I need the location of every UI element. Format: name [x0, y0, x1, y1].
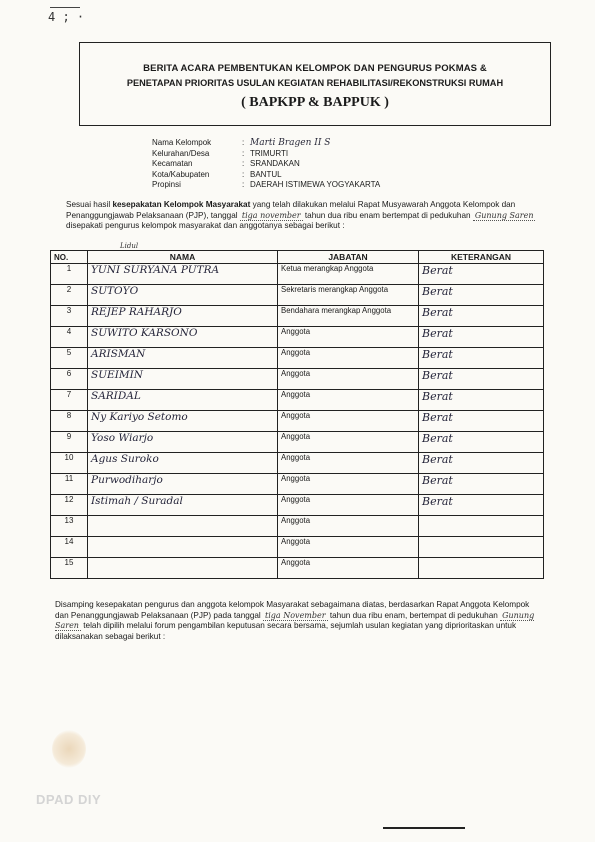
agreement-paragraph: Sesuai hasil kesepakatan Kelompok Masyarakat yang telah dilakukan melalui Rapat Musyawarah Anggota Kelompok dan Penanggungjawab Pelaksanaan (PJP), tanggal tiga november tahun dua ribu enam bertempat di pedukuhan Gunung Saren disepakati pengurus kelompok masyarakat dan anggotanya sebagai berikut :	[66, 200, 534, 230]
meeting-date: tiga november	[241, 210, 301, 220]
info-value: BANTUL	[250, 169, 282, 179]
table-row: 6 SUEIMIN Anggota Berat	[51, 369, 544, 390]
table-row: 2 SUTOYO Sekretaris merangkap Anggota Berat	[51, 285, 544, 306]
header-role: JABATAN	[278, 251, 419, 264]
priority-paragraph: Disamping kesepakatan pengurus dan anggota kelompok Masyarakat sebagaimana diatas, berdasarkan Rapat Anggota Kelompok dan Penanggungjawab Pelaksanaan (PJP) pada tanggal tiga November tahun dua ribu enam, bertempat di pedukuhan Gunung Saren telah dipilih melalui forum pengambilan keputusan secara bersama, sejumlah usulan kegiatan yang diprioritaskan untuk dilaksanakan sebagai berikut :	[55, 600, 535, 641]
members-table	[50, 250, 544, 579]
info-row-regency: Kota/Kabupaten : BANTUL	[152, 169, 282, 179]
seal-logo	[52, 730, 86, 768]
info-label: Kota/Kabupaten	[152, 169, 210, 179]
meeting-place-2: Gunung Saren	[55, 610, 535, 630]
info-row-district: Kecamatan : SRANDAKAN	[152, 159, 300, 168]
title-box	[79, 42, 551, 126]
handwritten-note: Lidul	[120, 242, 139, 250]
table-header-row	[51, 251, 544, 264]
group-info	[152, 138, 380, 191]
info-label: Nama Kelompok	[152, 138, 212, 147]
title-line-1: BERITA ACARA PEMBENTUKAN KELOMPOK DAN PENGURUS POKMAS &	[143, 63, 487, 74]
info-row-village: Kelurahan/Desa : TRIMURTI	[152, 148, 289, 158]
table-row: 10 Agus Suroko Anggota Berat	[51, 453, 544, 474]
table-row: 11 Purwodiharjo Anggota Berat	[51, 474, 544, 495]
title-line-2: PENETAPAN PRIORITAS USULAN KEGIATAN REHABILITASI/REKONSTRUKSI RUMAH	[126, 78, 504, 88]
info-label: Kelurahan/Desa	[152, 148, 210, 158]
title-line-3: ( BAPKPP & BAPPUK )	[241, 95, 389, 110]
table-row: 5 ARISMAN Anggota Berat	[51, 348, 544, 369]
info-value: TRIMURTI	[250, 148, 289, 158]
table-row: 8 Ny Kariyo Setomo Anggota Berat	[51, 411, 544, 432]
meeting-place: Gunung Saren	[474, 210, 534, 220]
table-row: 15 Anggota	[51, 558, 544, 579]
info-value: DAERAH ISTIMEWA YOGYAKARTA	[250, 180, 381, 189]
corner-mark: 4 ; ·	[48, 10, 85, 24]
meeting-date-2: tiga November	[265, 610, 326, 620]
table-row: 4 SUWITO KARSONO Anggota Berat	[51, 327, 544, 348]
info-row-province: Propinsi : DAERAH ISTIMEWA YOGYAKARTA	[152, 180, 381, 189]
table-row: 12 Istimah / Suradal Anggota Berat	[51, 495, 544, 516]
table-row: 14 Anggota	[51, 537, 544, 558]
table-row: 7 SARIDAL Anggota Berat	[51, 390, 544, 411]
table-row: 13 Anggota	[51, 516, 544, 537]
header-no: NO.	[51, 251, 88, 264]
info-row-group-name: Nama Kelompok : Marti Bragen II S	[152, 138, 331, 148]
info-value: Marti Bragen II S	[250, 138, 331, 148]
info-label: Kecamatan	[152, 159, 193, 168]
bottom-line	[383, 827, 465, 829]
agreement-bold: kesepakatan Kelompok Masyarakat	[112, 200, 251, 209]
info-label: Propinsi	[152, 180, 181, 189]
corner-line	[50, 7, 80, 8]
header-name: NAMA	[88, 251, 278, 264]
table-row: 9 Yoso Wiarjo Anggota Berat	[51, 432, 544, 453]
table-row: 3 REJEP RAHARJO Bendahara merangkap Anggota Berat	[51, 306, 544, 327]
header-note: KETERANGAN	[419, 251, 544, 264]
info-value: SRANDAKAN	[250, 159, 300, 168]
table-row: 1 YUNI SURYANA PUTRA Ketua merangkap Anggota Berat	[51, 264, 544, 285]
watermark: DPAD DIY	[36, 792, 102, 807]
